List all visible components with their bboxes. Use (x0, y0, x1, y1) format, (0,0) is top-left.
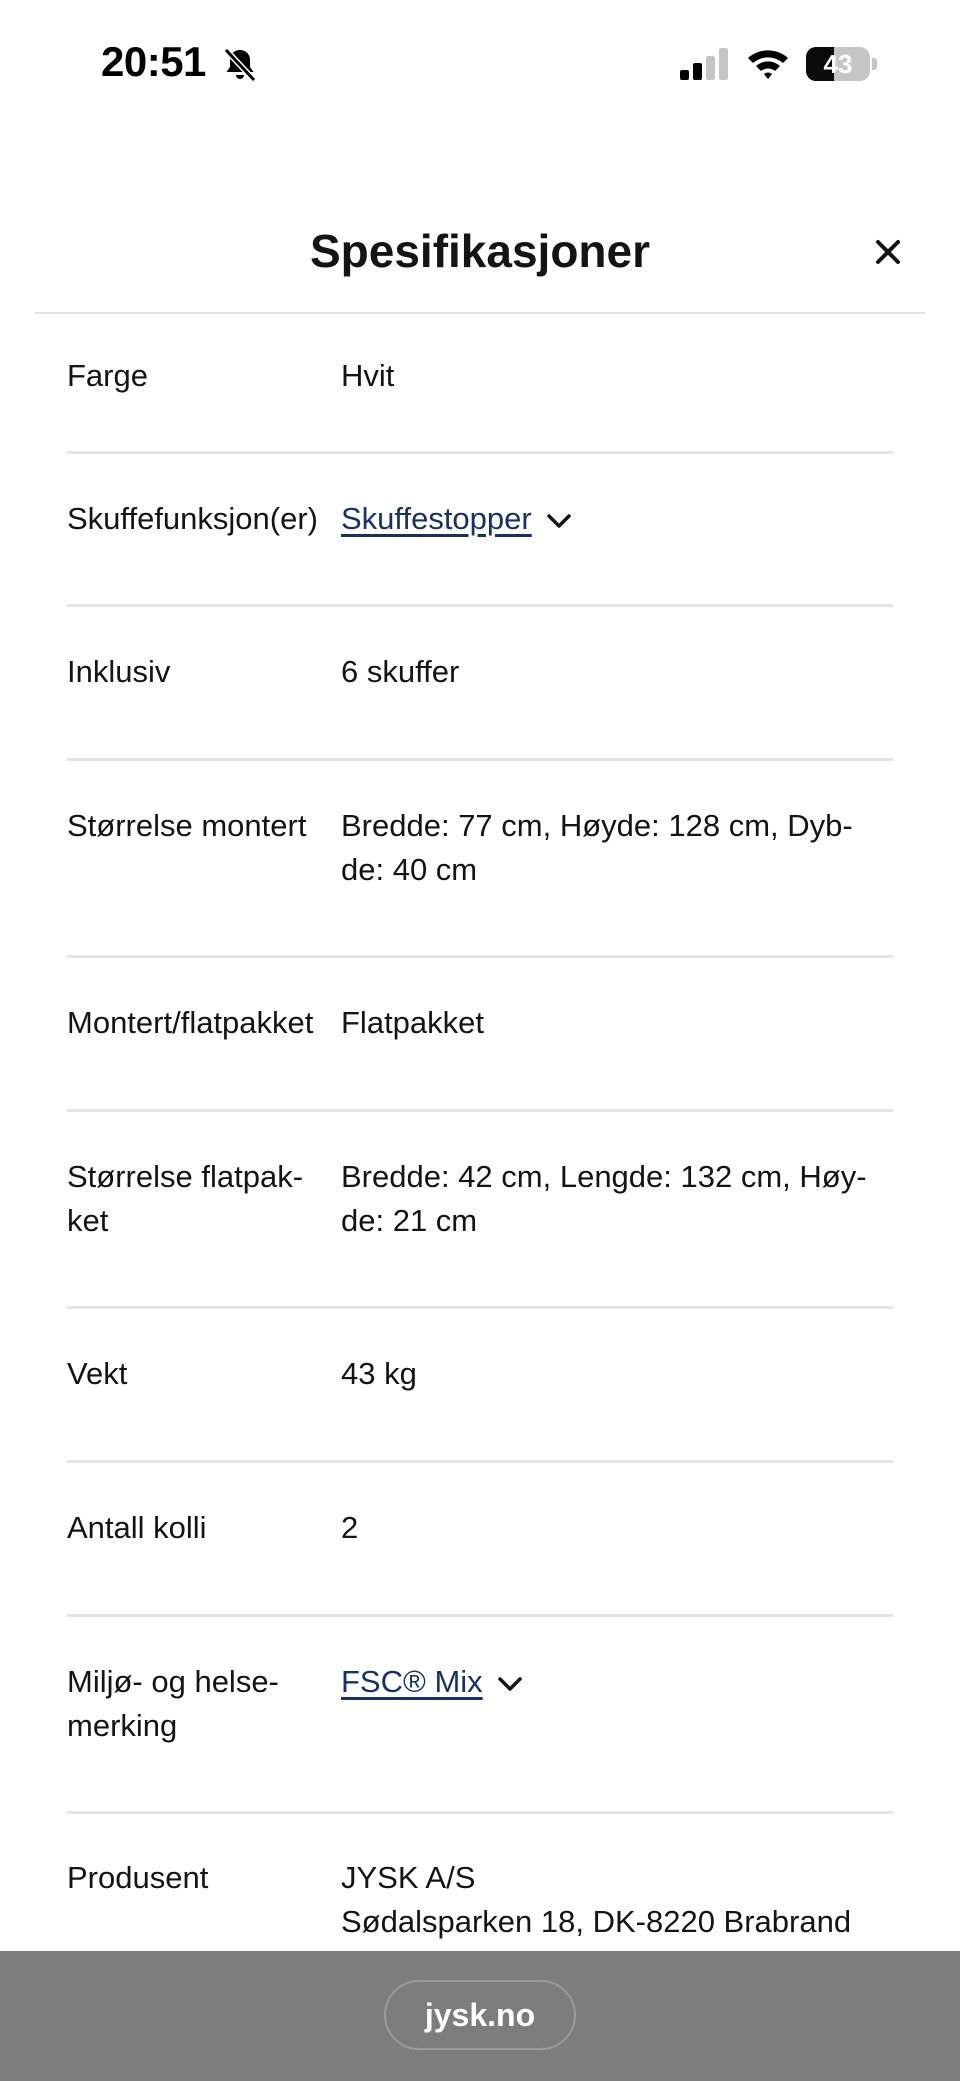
status-bar (0, 0, 960, 130)
spec-value-line: JYSK A/S (341, 1860, 476, 1895)
battery-icon (806, 47, 878, 81)
spec-row-drawer-function (67, 454, 893, 607)
chevron-down-icon[interactable] (497, 1676, 523, 1692)
sheet-title: Spesifikasjoner (309, 225, 651, 277)
close-icon (875, 239, 901, 265)
spec-label (67, 1660, 337, 1748)
spec-label: Skuffefunksjon(er) (67, 501, 318, 536)
spec-value-line: Bredde: 77 cm, Høyde: 128 cm, Dyb- (341, 808, 853, 843)
spec-row-packages (67, 1463, 893, 1617)
spec-row-eco-label (67, 1617, 893, 1814)
spec-label: Antall kolli (67, 1510, 207, 1545)
spec-value: 43 kg (341, 1356, 417, 1391)
bell-slash-icon (222, 46, 258, 84)
spec-value-line: de: 40 cm (341, 852, 478, 887)
url-bar[interactable]: jysk.no (384, 1980, 576, 2050)
spec-value (341, 1856, 893, 1944)
spec-value: Flatpakket (341, 1005, 485, 1040)
spec-value (341, 1155, 893, 1243)
browser-bottom-bar (0, 1951, 960, 2081)
spec-label-line: Størrelse flatpak- (67, 1159, 304, 1194)
sheet-header (34, 210, 926, 314)
battery-tip (872, 58, 877, 70)
close-button[interactable] (860, 224, 916, 280)
spec-row-assembly (67, 958, 893, 1112)
spec-label: Vekt (67, 1356, 128, 1391)
spec-value: 2 (341, 1510, 359, 1545)
spec-value-line: Bredde: 42 cm, Lengde: 132 cm, Høy- (341, 1159, 867, 1194)
specifications-list (67, 312, 893, 1974)
spec-value (341, 497, 893, 541)
spec-label-line: Miljø- og helse- (67, 1664, 279, 1699)
spec-value (341, 804, 893, 892)
spec-label (67, 1155, 337, 1243)
spec-value-line: de: 21 cm (341, 1203, 478, 1238)
spec-row-manufacturer (67, 1814, 893, 1974)
chevron-down-icon[interactable] (546, 513, 572, 529)
spec-value-line: Sødalsparken 18, DK-8220 Brabrand (341, 1904, 852, 1939)
wifi-icon (746, 46, 790, 82)
fsc-mix-link[interactable]: FSC® Mix (341, 1664, 483, 1699)
spec-row-size-assembled (67, 761, 893, 958)
spec-value: Hvit (341, 358, 395, 393)
spec-label: Farge (67, 358, 148, 393)
spec-value: 6 skuffer (341, 654, 460, 689)
spec-label: Inklusiv (67, 654, 171, 689)
spec-row-weight (67, 1309, 893, 1463)
spec-row-included (67, 607, 893, 761)
spec-label: Størrelse montert (67, 808, 307, 843)
battery-body (806, 47, 870, 81)
spec-row-color (67, 312, 893, 454)
spec-label-line: ket (67, 1203, 109, 1238)
status-time: 20:51 (101, 38, 206, 85)
battery-level: 43 (823, 49, 853, 79)
spec-label: Montert/flatpakket (67, 1005, 314, 1040)
drawer-stop-link[interactable]: Skuffestopper (341, 501, 532, 536)
spec-row-size-flatpacked (67, 1112, 893, 1309)
spec-label-line: merking (67, 1708, 178, 1743)
spec-value (341, 1660, 893, 1704)
cellular-signal-icon (680, 48, 732, 82)
spec-label: Produsent (67, 1860, 209, 1895)
